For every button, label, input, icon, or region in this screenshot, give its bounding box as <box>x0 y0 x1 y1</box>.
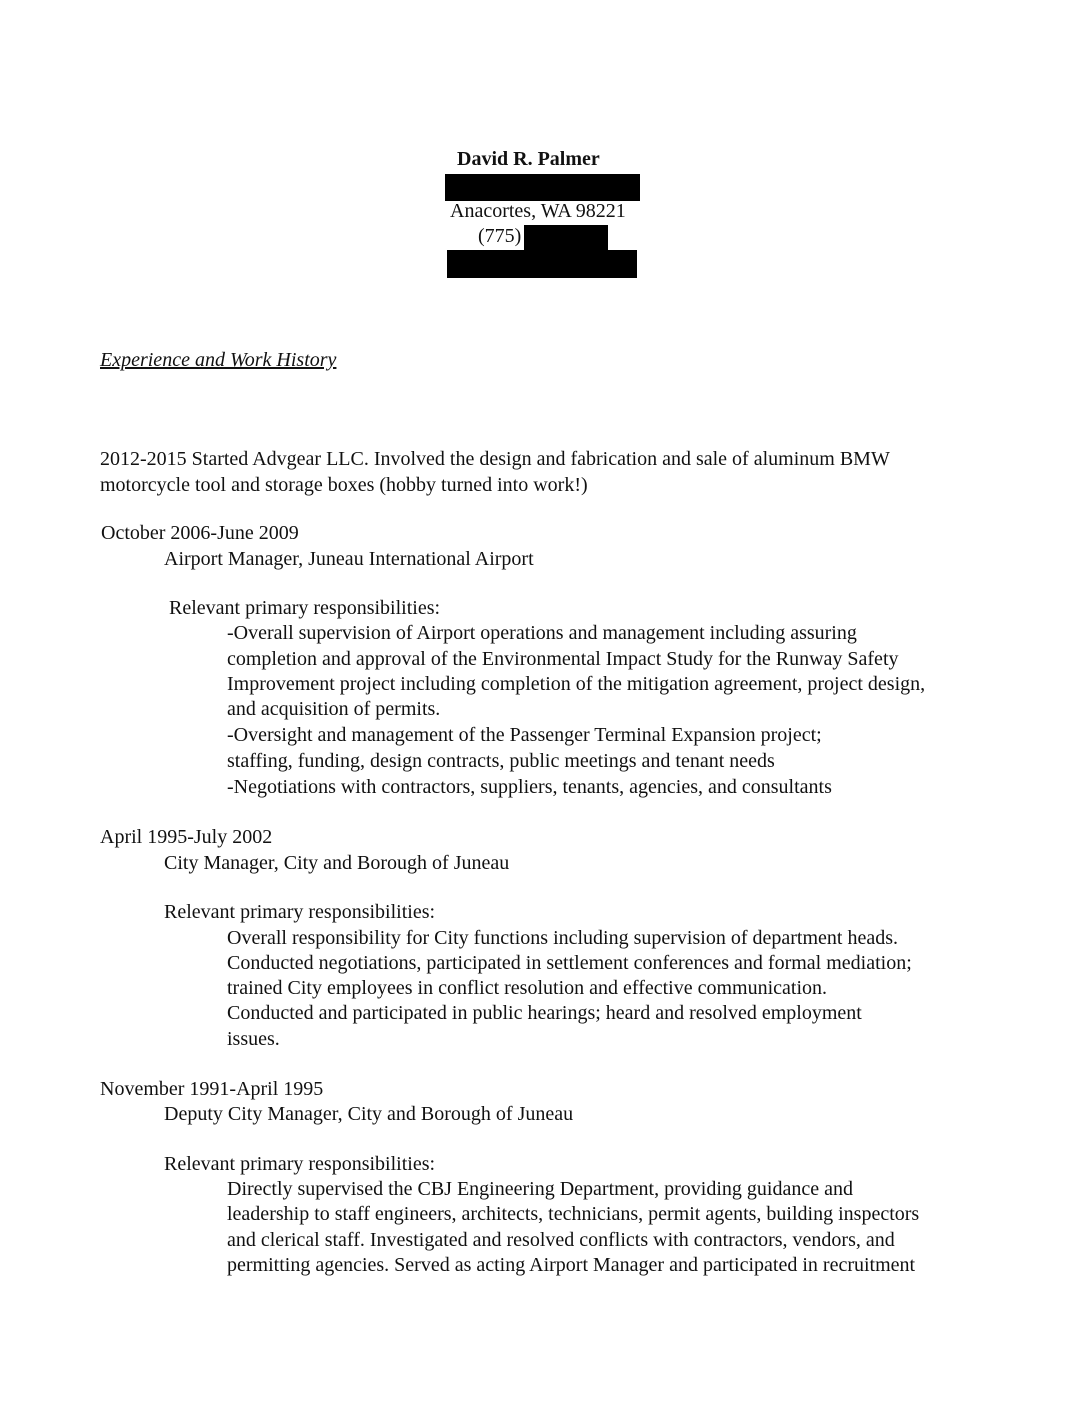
detail-line: Overall responsibility for City functions including supervision of department heads. <box>227 927 898 949</box>
detail-line: Conducted and participated in public hearings; heard and resolved employment <box>227 1002 862 1024</box>
redacted-street-address <box>445 174 640 201</box>
detail-line: issues. <box>227 1028 280 1050</box>
detail-line: and clerical staff. Investigated and resolved conflicts with contractors, vendors, and <box>227 1229 895 1251</box>
detail-line: Improvement project including completion of the mitigation agreement, project design, <box>227 673 926 695</box>
detail-line: Conducted negotiations, participated in settlement conferences and formal mediation; <box>227 952 912 974</box>
entry-title: City Manager, City and Borough of Juneau <box>164 852 510 874</box>
responsibilities-label: Relevant primary responsibilities: <box>169 597 441 619</box>
entry-dates: November 1991-April 1995 <box>100 1078 324 1100</box>
entry-title: Airport Manager, Juneau International Airport <box>164 548 534 570</box>
detail-line: trained City employees in conflict resolution and effective communication. <box>227 977 828 999</box>
detail-line: -Overall supervision of Airport operations and management including assuring <box>227 622 857 644</box>
applicant-name: David R. Palmer <box>457 148 600 170</box>
entry-title: Deputy City Manager, City and Borough of Juneau <box>164 1103 574 1125</box>
detail-line: -Negotiations with contractors, suppliers, tenants, agencies, and consultants <box>227 776 832 798</box>
detail-line: Directly supervised the CBJ Engineering Department, providing guidance and <box>227 1178 853 1200</box>
entry-line: 2012-2015 Started Advgear LLC. Involved the design and fabrication and sale of aluminum BMW <box>100 448 890 470</box>
detail-line: completion and approval of the Environmental Impact Study for the Runway Safety <box>227 648 899 670</box>
detail-line: leadership to staff engineers, architects, technicians, permit agents, building inspectors <box>227 1203 920 1225</box>
section-heading: Experience and Work History <box>100 349 337 371</box>
detail-line: and acquisition of permits. <box>227 698 441 720</box>
responsibilities-label: Relevant primary responsibilities: <box>164 1153 436 1175</box>
detail-line: permitting agencies. Served as acting Airport Manager and participated in recruitment <box>227 1254 916 1276</box>
city-state-zip: Anacortes, WA 98221 <box>450 200 626 222</box>
phone-area-code: (775) <box>478 225 522 247</box>
entry-dates: October 2006-June 2009 <box>101 522 299 544</box>
redacted-email <box>447 250 637 278</box>
detail-line: -Oversight and management of the Passenger Terminal Expansion project; <box>227 724 822 746</box>
entry-line: motorcycle tool and storage boxes (hobby turned into work!) <box>100 474 588 496</box>
responsibilities-label: Relevant primary responsibilities: <box>164 901 436 923</box>
entry-dates: April 1995-July 2002 <box>100 826 273 848</box>
redacted-phone-number <box>524 225 608 252</box>
detail-line: staffing, funding, design contracts, public meetings and tenant needs <box>227 750 775 772</box>
